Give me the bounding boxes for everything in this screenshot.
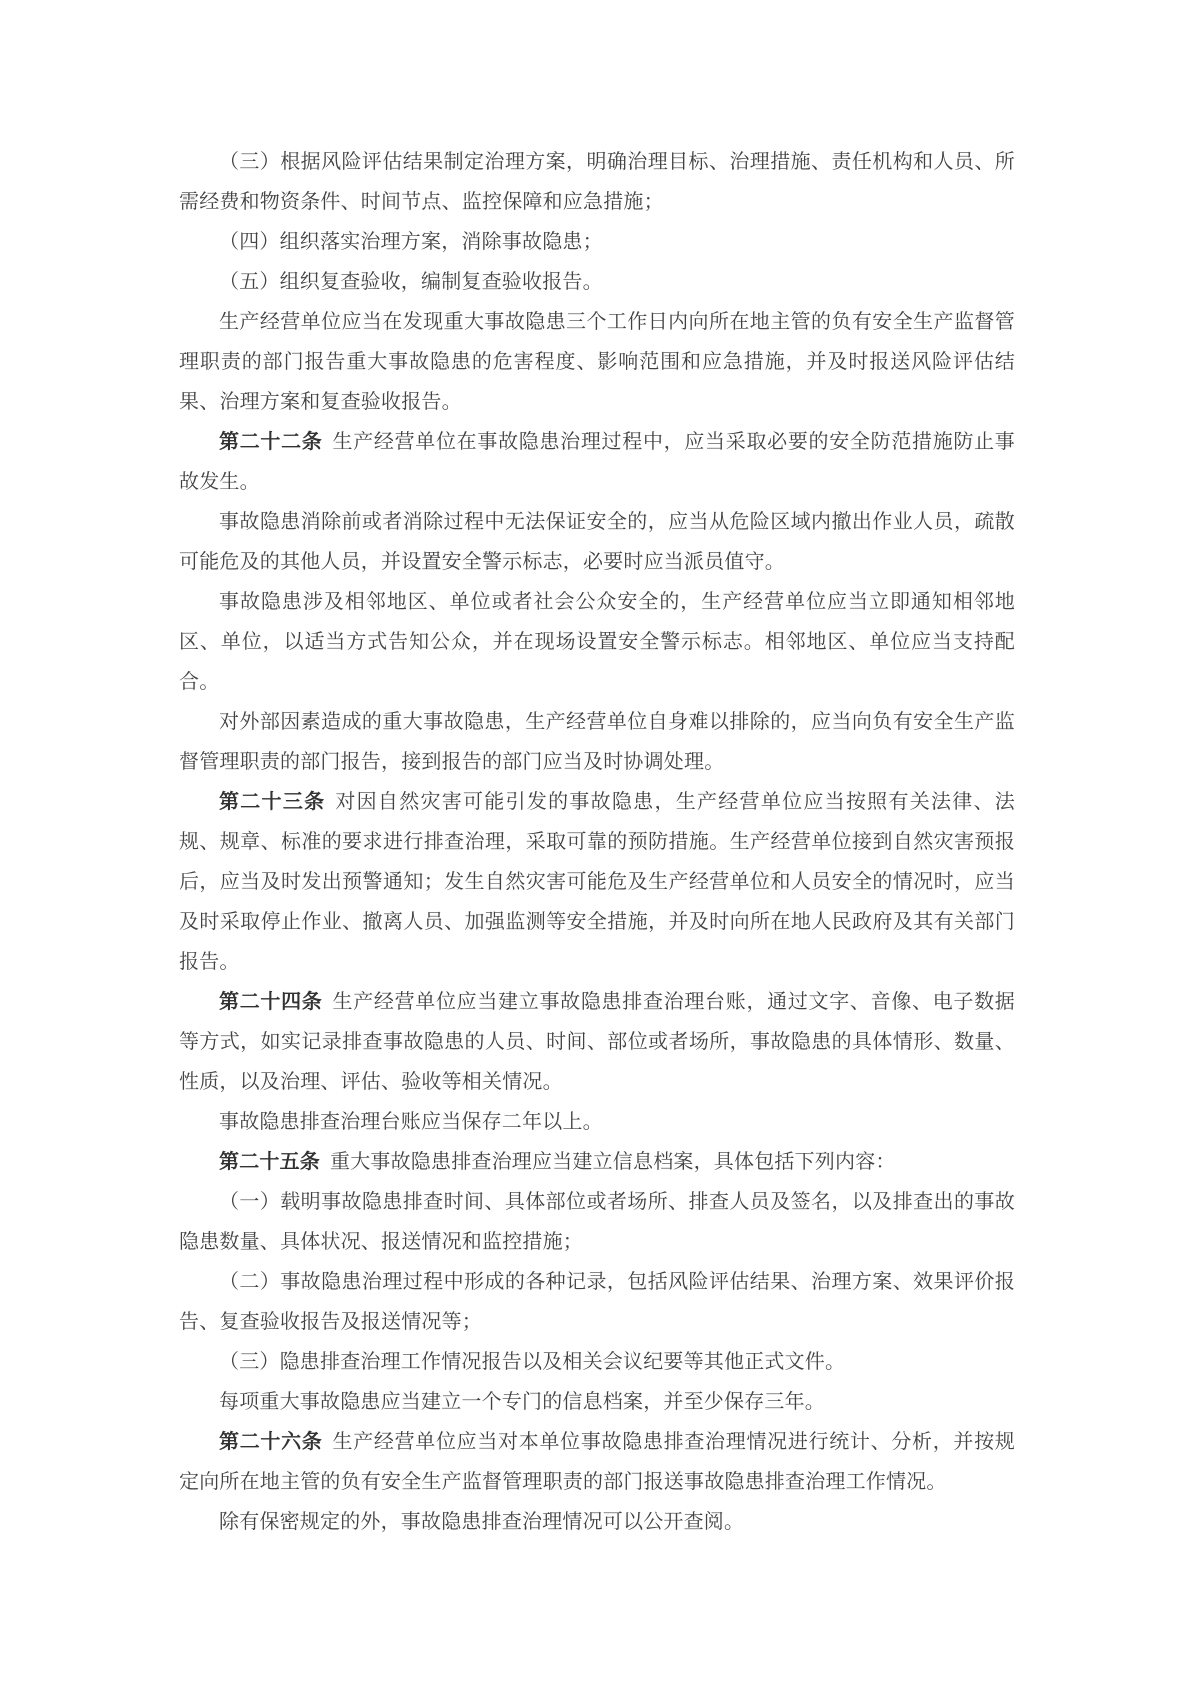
paragraph-text: 事故隐患排查治理台账应当保存二年以上。 — [219, 1111, 603, 1133]
paragraph-text: 生产经营单位在事故隐患治理过程中，应当采取必要的安全防范措施防止事故发生。 — [179, 431, 1016, 493]
paragraph-text: （三）根据风险评估结果制定治理方案，明确治理目标、治理措施、责任机构和人员、所需经费和物资条件、时间节点、监控保障和应急措施； — [179, 151, 1015, 213]
article-number: 第二十四条 — [219, 991, 323, 1013]
paragraph — [179, 502, 1015, 582]
paragraph — [179, 1262, 1015, 1342]
paragraph-text: 对因自然灾害可能引发的事故隐患，生产经营单位应当按照有关法律、法规、规章、标准的要求进行排查治理，采取可靠的预防措施。生产经营单位接到自然灾害预报后，应当及时发出预警通知；发生自然灾害可能危及生产经营单位和人员安全的情况时，应当及时采取停止作业、撤离人员、加强监测等安全措施，并及时向所在地人民政府及其有关部门报告。 — [179, 791, 1016, 973]
paragraph-text: （一）载明事故隐患排查时间、具体部位或者场所、排查人员及签名，以及排查出的事故隐患数量、具体状况、报送情况和监控措施； — [179, 1191, 1015, 1253]
paragraph-text: 生产经营单位应当在发现重大事故隐患三个工作日内向所在地主管的负有安全生产监督管理职责的部门报告重大事故隐患的危害程度、影响范围和应急措施，并及时报送风险评估结果、治理方案和复查验收报告。 — [179, 311, 1015, 413]
paragraph-text: 生产经营单位应当对本单位事故隐患排查治理情况进行统计、分析，并按规定向所在地主管的负有安全生产监督管理职责的部门报送事故隐患排查治理工作情况。 — [179, 1431, 1016, 1493]
paragraph — [179, 262, 1015, 302]
paragraph-text: 重大事故隐患排查治理应当建立信息档案，具体包括下列内容： — [330, 1151, 896, 1173]
paragraph — [179, 702, 1015, 782]
paragraph-text: 对外部因素造成的重大事故隐患，生产经营单位自身难以排除的，应当向负有安全生产监督管理职责的部门报告，接到报告的部门应当及时协调处理。 — [179, 711, 1015, 773]
article-number: 第二十五条 — [219, 1151, 320, 1173]
paragraph — [179, 1102, 1015, 1142]
paragraph — [179, 1142, 1015, 1182]
paragraph-text: （四）组织落实治理方案，消除事故隐患； — [219, 231, 603, 253]
paragraph — [179, 422, 1015, 502]
document-body — [179, 142, 1015, 1542]
paragraph — [179, 142, 1015, 222]
paragraph — [179, 1342, 1015, 1382]
paragraph-text: 除有保密规定的外，事故隐患排查治理情况可以公开查阅。 — [219, 1511, 745, 1533]
article-number: 第二十三条 — [219, 791, 326, 813]
paragraph-text: 生产经营单位应当建立事故隐患排查治理台账，通过文字、音像、电子数据等方式，如实记录排查事故隐患的人员、时间、部位或者场所，事故隐患的具体情形、数量、性质，以及治理、评估、验收等相关情况。 — [179, 991, 1016, 1093]
article-number: 第二十六条 — [219, 1431, 323, 1453]
paragraph-text: 事故隐患涉及相邻地区、单位或者社会公众安全的，生产经营单位应当立即通知相邻地区、单位，以适当方式告知公众，并在现场设置安全警示标志。相邻地区、单位应当支持配合。 — [179, 591, 1015, 693]
paragraph-text: 每项重大事故隐患应当建立一个专门的信息档案，并至少保存三年。 — [219, 1391, 825, 1413]
paragraph — [179, 1502, 1015, 1542]
paragraph — [179, 982, 1015, 1102]
paragraph-text: （三）隐患排查治理工作情况报告以及相关会议纪要等其他正式文件。 — [219, 1351, 846, 1373]
paragraph — [179, 1382, 1015, 1422]
paragraph — [179, 222, 1015, 262]
paragraph-text: （五）组织复查验收，编制复查验收报告。 — [219, 271, 603, 293]
paragraph-text: 事故隐患消除前或者消除过程中无法保证安全的，应当从危险区域内撤出作业人员，疏散可能危及的其他人员，并设置安全警示标志，必要时应当派员值守。 — [179, 511, 1015, 573]
paragraph — [179, 1422, 1015, 1502]
paragraph — [179, 582, 1015, 702]
paragraph — [179, 302, 1015, 422]
paragraph — [179, 782, 1015, 982]
article-number: 第二十二条 — [219, 431, 323, 453]
paragraph-text: （二）事故隐患治理过程中形成的各种记录，包括风险评估结果、治理方案、效果评价报告、复查验收报告及报送情况等； — [179, 1271, 1015, 1333]
paragraph — [179, 1182, 1015, 1262]
